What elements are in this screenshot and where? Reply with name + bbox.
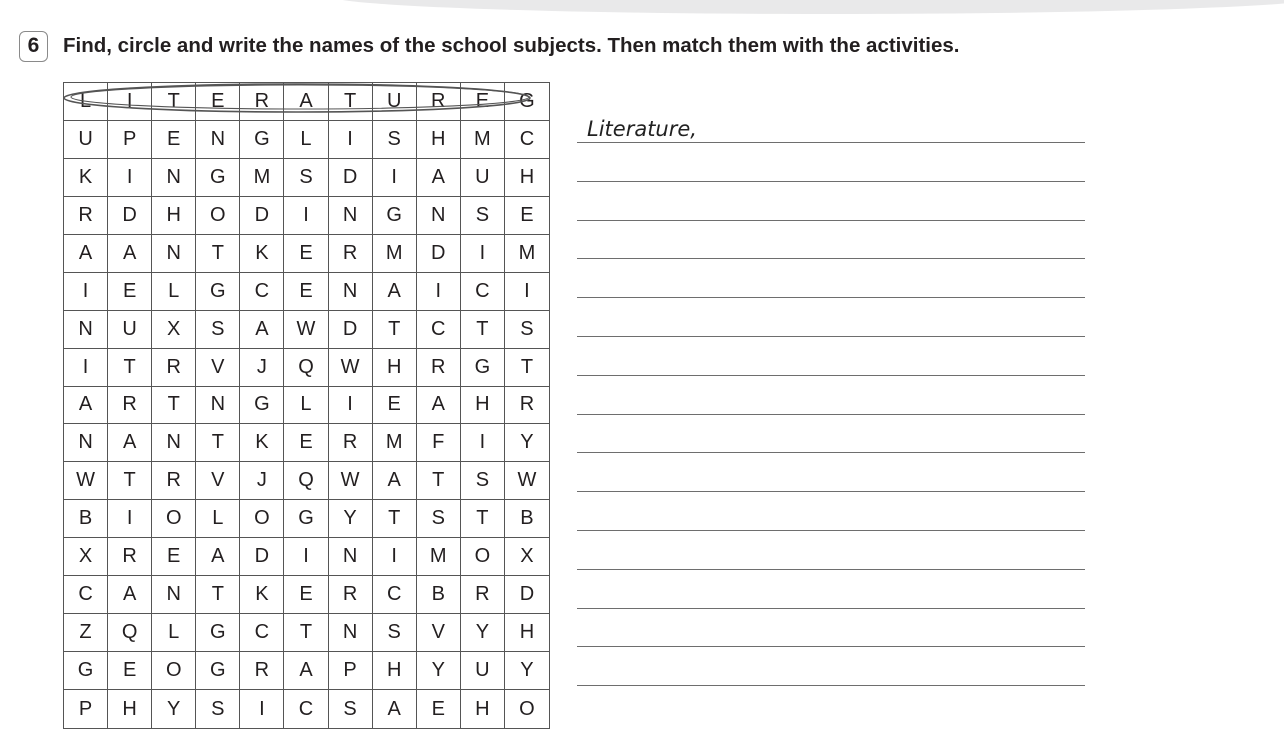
grid-cell[interactable]: U <box>64 121 108 159</box>
grid-cell[interactable]: T <box>461 311 505 349</box>
grid-cell[interactable]: R <box>505 387 549 425</box>
grid-cell[interactable]: I <box>505 273 549 311</box>
answer-line[interactable] <box>577 414 1085 415</box>
grid-cell[interactable]: G <box>284 500 328 538</box>
grid-cell[interactable]: G <box>505 83 549 121</box>
grid-cell[interactable]: H <box>108 690 152 728</box>
grid-cell[interactable]: I <box>284 197 328 235</box>
grid-cell[interactable]: R <box>240 652 284 690</box>
grid-cell[interactable]: S <box>196 311 240 349</box>
grid-cell[interactable]: T <box>373 311 417 349</box>
grid-cell[interactable]: Q <box>284 349 328 387</box>
answer-line[interactable] <box>577 452 1085 453</box>
grid-cell[interactable]: Y <box>417 652 461 690</box>
grid-cell[interactable]: G <box>461 349 505 387</box>
grid-cell[interactable]: E <box>505 197 549 235</box>
grid-cell[interactable]: R <box>108 387 152 425</box>
grid-cell[interactable]: L <box>152 273 196 311</box>
grid-cell[interactable]: T <box>152 387 196 425</box>
grid-cell[interactable]: A <box>373 462 417 500</box>
grid-cell[interactable]: L <box>196 500 240 538</box>
grid-cell[interactable]: L <box>64 83 108 121</box>
grid-cell[interactable]: H <box>417 121 461 159</box>
grid-cell[interactable]: H <box>373 349 417 387</box>
grid-cell[interactable]: X <box>505 538 549 576</box>
answer-line[interactable] <box>577 181 1085 182</box>
grid-cell[interactable]: S <box>373 614 417 652</box>
grid-cell[interactable]: N <box>329 273 373 311</box>
grid-cell[interactable]: J <box>240 462 284 500</box>
grid-cell[interactable]: P <box>64 690 108 728</box>
grid-cell[interactable]: T <box>152 83 196 121</box>
grid-cell[interactable]: I <box>373 538 417 576</box>
grid-cell[interactable]: A <box>108 424 152 462</box>
grid-cell[interactable]: X <box>152 311 196 349</box>
grid-cell[interactable]: I <box>240 690 284 728</box>
grid-cell[interactable]: J <box>240 349 284 387</box>
grid-cell[interactable]: T <box>505 349 549 387</box>
grid-cell[interactable]: R <box>152 349 196 387</box>
grid-cell[interactable]: C <box>240 273 284 311</box>
grid-cell[interactable]: U <box>461 159 505 197</box>
grid-cell[interactable]: I <box>64 273 108 311</box>
grid-cell[interactable]: H <box>505 159 549 197</box>
grid-cell[interactable]: D <box>240 538 284 576</box>
grid-cell[interactable]: A <box>108 235 152 273</box>
grid-cell[interactable]: C <box>240 614 284 652</box>
grid-cell[interactable]: R <box>240 83 284 121</box>
answer-line[interactable] <box>577 530 1085 531</box>
grid-cell[interactable]: Y <box>505 424 549 462</box>
grid-cell[interactable]: W <box>329 349 373 387</box>
grid-cell[interactable]: Y <box>461 614 505 652</box>
grid-cell[interactable]: W <box>284 311 328 349</box>
grid-cell[interactable]: C <box>284 690 328 728</box>
grid-cell[interactable]: H <box>152 197 196 235</box>
grid-cell[interactable]: W <box>64 462 108 500</box>
grid-cell[interactable]: N <box>64 311 108 349</box>
grid-cell[interactable]: M <box>461 121 505 159</box>
grid-cell[interactable]: K <box>240 424 284 462</box>
grid-cell[interactable]: U <box>373 83 417 121</box>
grid-cell[interactable]: L <box>284 387 328 425</box>
grid-cell[interactable]: N <box>152 424 196 462</box>
grid-cell[interactable]: I <box>284 538 328 576</box>
grid-cell[interactable]: S <box>196 690 240 728</box>
grid-cell[interactable]: I <box>417 273 461 311</box>
grid-cell[interactable]: D <box>240 197 284 235</box>
grid-cell[interactable]: C <box>373 576 417 614</box>
grid-cell[interactable]: N <box>152 159 196 197</box>
grid-cell[interactable]: I <box>108 500 152 538</box>
grid-cell[interactable]: B <box>417 576 461 614</box>
grid-cell[interactable]: C <box>461 273 505 311</box>
grid-cell[interactable]: O <box>519 697 535 720</box>
wordsearch-grid[interactable] <box>63 82 550 729</box>
grid-cell[interactable]: S <box>505 311 549 349</box>
grid-cell[interactable]: T <box>329 83 373 121</box>
grid-cell[interactable]: R <box>329 576 373 614</box>
grid-cell[interactable]: R <box>329 424 373 462</box>
grid-cell[interactable]: E <box>196 83 240 121</box>
grid-cell[interactable]: T <box>373 500 417 538</box>
grid-cell[interactable]: A <box>64 387 108 425</box>
grid-cell[interactable]: Y <box>329 500 373 538</box>
grid-cell[interactable]: I <box>329 121 373 159</box>
grid-cell[interactable]: D <box>417 235 461 273</box>
answer-line[interactable] <box>577 220 1085 221</box>
grid-cell[interactable]: D <box>108 197 152 235</box>
grid-cell[interactable]: M <box>240 159 284 197</box>
grid-cell[interactable]: X <box>64 538 108 576</box>
grid-cell[interactable]: L <box>284 121 328 159</box>
grid-cell[interactable]: N <box>152 235 196 273</box>
grid-cell[interactable]: E <box>284 235 328 273</box>
grid-cell[interactable]: G <box>240 121 284 159</box>
grid-cell[interactable]: V <box>417 614 461 652</box>
grid-cell[interactable]: Q <box>284 462 328 500</box>
answer-line[interactable] <box>577 117 1085 143</box>
grid-cell[interactable]: A <box>108 576 152 614</box>
grid-cell[interactable]: N <box>64 424 108 462</box>
grid-cell[interactable]: T <box>196 576 240 614</box>
grid-cell[interactable]: E <box>284 576 328 614</box>
grid-cell[interactable]: S <box>417 500 461 538</box>
grid-cell[interactable]: E <box>108 273 152 311</box>
grid-cell[interactable]: E <box>108 652 152 690</box>
grid-cell[interactable]: H <box>505 614 549 652</box>
answer-text: Literature, <box>587 117 697 141</box>
grid-cell[interactable]: T <box>417 462 461 500</box>
grid-cell[interactable]: N <box>196 121 240 159</box>
grid-cell[interactable]: K <box>240 235 284 273</box>
grid-cell[interactable]: D <box>329 311 373 349</box>
grid-cell[interactable]: K <box>64 159 108 197</box>
grid-cell[interactable]: N <box>329 614 373 652</box>
grid-cell[interactable]: T <box>196 424 240 462</box>
grid-cell[interactable]: I <box>461 235 505 273</box>
grid-cell[interactable]: A <box>284 83 328 121</box>
grid-cell[interactable]: I <box>108 159 152 197</box>
grid-cell[interactable]: I <box>64 349 108 387</box>
grid-cell[interactable]: T <box>461 500 505 538</box>
grid-cell[interactable]: P <box>329 652 373 690</box>
grid-cell[interactable]: T <box>108 462 152 500</box>
grid-cell[interactable]: E <box>284 273 328 311</box>
grid-cell[interactable]: V <box>196 349 240 387</box>
grid-cell[interactable]: S <box>461 462 505 500</box>
grid-cell[interactable]: G <box>196 273 240 311</box>
grid-cell[interactable]: S <box>329 690 373 728</box>
grid-cell[interactable]: T <box>284 614 328 652</box>
grid-cell[interactable]: P <box>108 121 152 159</box>
grid-cell[interactable]: A <box>417 387 461 425</box>
grid-cell[interactable]: R <box>108 538 152 576</box>
grid-cell[interactable]: E <box>417 690 461 728</box>
grid-cell[interactable]: N <box>329 538 373 576</box>
grid-cell[interactable]: M <box>373 235 417 273</box>
grid-cell[interactable]: U <box>108 311 152 349</box>
grid-cell[interactable]: I <box>373 159 417 197</box>
grid-cell[interactable]: F <box>417 424 461 462</box>
grid-cell[interactable]: A <box>64 235 108 273</box>
grid-cell[interactable]: R <box>329 235 373 273</box>
grid-cell[interactable]: C <box>64 576 108 614</box>
exercise-number-badge: 6 <box>19 31 48 62</box>
grid-cell[interactable]: H <box>461 690 505 728</box>
grid-cell[interactable]: W <box>505 462 549 500</box>
grid-cell[interactable]: O <box>461 538 505 576</box>
grid-cell[interactable]: R <box>417 83 461 121</box>
grid-cell[interactable]: L <box>152 614 196 652</box>
grid-cell[interactable]: E <box>461 83 505 121</box>
grid-cell[interactable]: K <box>240 576 284 614</box>
answer-line[interactable] <box>577 569 1085 570</box>
grid-cell[interactable]: B <box>505 500 549 538</box>
answer-line[interactable] <box>577 336 1085 337</box>
grid-cell[interactable]: S <box>284 159 328 197</box>
grid-cell[interactable]: H <box>461 387 505 425</box>
answer-line[interactable] <box>577 375 1085 376</box>
grid-cell[interactable]: I <box>461 424 505 462</box>
answer-line[interactable] <box>577 646 1085 647</box>
grid-cell[interactable]: H <box>373 652 417 690</box>
grid-cell[interactable]: T <box>196 235 240 273</box>
grid-cell[interactable]: A <box>284 652 328 690</box>
grid-cell[interactable]: R <box>461 576 505 614</box>
grid-cell[interactable]: N <box>329 197 373 235</box>
grid-cell[interactable]: G <box>373 197 417 235</box>
grid-cell[interactable]: R <box>152 462 196 500</box>
exercise-instruction: Find, circle and write the names of the school subjects. Then match them with the activities. <box>63 34 960 57</box>
grid-cell[interactable]: O <box>240 500 284 538</box>
grid-cell[interactable]: I <box>329 387 373 425</box>
grid-cell[interactable]: W <box>329 462 373 500</box>
grid-cell[interactable]: D <box>505 576 549 614</box>
page-header-band <box>330 0 1284 14</box>
answer-line[interactable] <box>577 297 1085 298</box>
grid-cell[interactable]: E <box>373 387 417 425</box>
grid-cell[interactable]: R <box>64 197 108 235</box>
grid-cell[interactable]: R <box>417 349 461 387</box>
grid-cell[interactable]: E <box>152 538 196 576</box>
answer-line[interactable] <box>577 608 1085 609</box>
answer-line[interactable] <box>577 685 1085 686</box>
answer-line[interactable] <box>577 258 1085 259</box>
grid-cell[interactable]: G <box>240 387 284 425</box>
grid-cell[interactable]: M <box>417 538 461 576</box>
grid-cell[interactable]: S <box>461 197 505 235</box>
grid-cell[interactable]: O <box>152 652 196 690</box>
grid-cell[interactable]: C <box>505 121 549 159</box>
grid-cell[interactable]: N <box>417 197 461 235</box>
grid-cell[interactable]: A <box>373 690 417 728</box>
answer-line[interactable] <box>577 491 1085 492</box>
grid-cell[interactable]: Y <box>505 652 549 690</box>
grid-cell[interactable]: Z <box>64 614 108 652</box>
grid-cell[interactable]: C <box>417 311 461 349</box>
grid-cell[interactable]: O <box>196 197 240 235</box>
grid-cell[interactable]: Q <box>108 614 152 652</box>
grid-cell[interactable]: G <box>196 159 240 197</box>
grid-cell[interactable]: E <box>284 424 328 462</box>
grid-cell[interactable]: U <box>461 652 505 690</box>
grid-cell[interactable]: T <box>108 349 152 387</box>
grid-cell[interactable]: M <box>373 424 417 462</box>
grid-cell[interactable]: D <box>329 159 373 197</box>
grid-cell[interactable]: A <box>417 159 461 197</box>
grid-cell[interactable]: M <box>505 235 549 273</box>
grid-cell[interactable]: G <box>196 652 240 690</box>
grid-cell[interactable]: G <box>196 614 240 652</box>
grid-cell[interactable]: A <box>240 311 284 349</box>
grid-cell[interactable]: O <box>152 500 196 538</box>
grid-cell[interactable]: A <box>196 538 240 576</box>
grid-cell[interactable]: Y <box>152 690 196 728</box>
grid-cell[interactable]: V <box>196 462 240 500</box>
grid-cell[interactable]: N <box>152 576 196 614</box>
grid-cell[interactable]: E <box>152 121 196 159</box>
grid-cell[interactable]: B <box>64 500 108 538</box>
grid-cell[interactable]: I <box>108 83 152 121</box>
grid-cell[interactable]: N <box>196 387 240 425</box>
grid-cell[interactable]: G <box>64 652 108 690</box>
grid-cell[interactable]: A <box>373 273 417 311</box>
grid-cell[interactable]: S <box>373 121 417 159</box>
